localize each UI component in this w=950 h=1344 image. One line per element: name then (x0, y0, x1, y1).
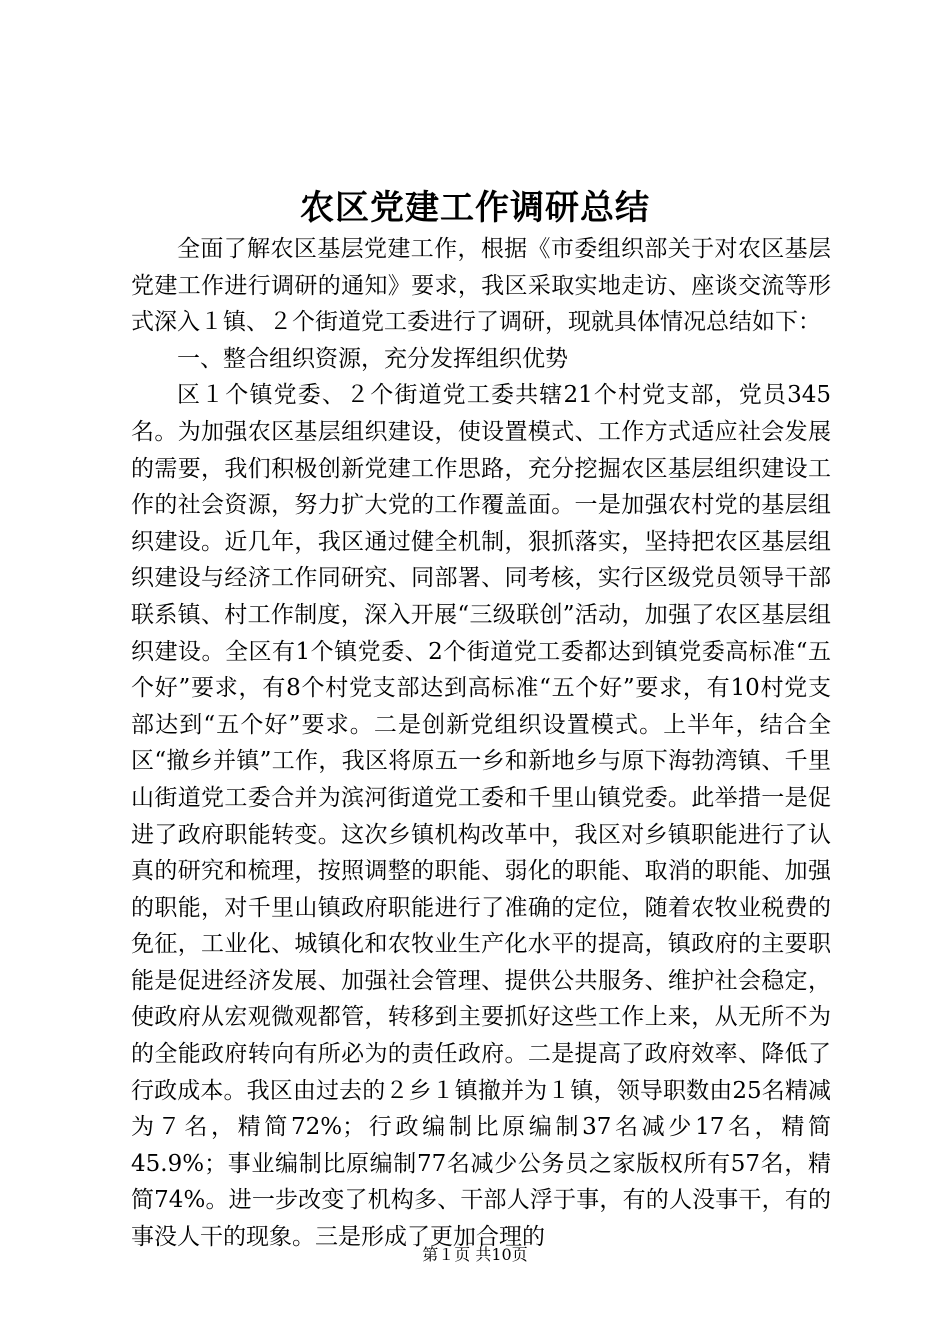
document-title: 农区党建工作调研总结 (300, 188, 650, 228)
section-heading: 一、整合组织资源，充分发挥组织优势 (177, 345, 568, 372)
intro-paragraph: 全面了解农区基层党建工作，根据《市委组织部关于对农区基层党建工作进行调研的通知》要求，我区采取实地走访、座谈交流等形式深入１镇、２个街道党工委进行了调研，现就具体情况总结如下： (131, 236, 831, 336)
body-paragraph: 区１个镇党委、２个街道党工委共辖21个村党支部，党员345名。为加强农区基层组织建设，使设置模式、工作方式适应社会发展的需要，我们积极创新党建工作思路，充分挖掘农区基层组织建设工作的社会资源，努力扩大党的工作覆盖面。一是加强农村党的基层组织建设。近几年，我区通过健全机制，狠抓落实，坚持把农区基层组织建设与经济工作同研究、同部署、同考核，实行区级党员领导干部联系镇、村工作制度，深入开展“三级联创”活动，加强了农区基层组织建设。全区有1个镇党委、2个街道党工委都达到镇党委高标准“五个好”要求，有8个村党支部达到高标准“五个好”要求，有10村党支部达到“五个好”要求。二是创新党组织设置模式。上半年，结合全区“撤乡并镇”工作，我区将原五一乡和新地乡与原下海勃湾镇、千里山街道党工委合并为滨河街道党工委和千里山镇党委。此举措一是促进了政府职能转变。这次乡镇机构改革中，我区对乡镇职能进行了认真的研究和梳理，按照调整的职能、弱化的职能、取消的职能、加强的职能，对千里山镇政府职能进行了准确的定位，随着农牧业税费的免征，工业化、城镇化和农牧业生产化水平的提高，镇政府的主要职能是促进经济发展、加强社会管理、提供公共服务、维护社会稳定，使政府从宏观微观都管，转移到主要抓好这些工作上来，从无所不为的全能政府转向有所必为的责任政府。二是提高了政府效率、降低了行政成本。我区由过去的２乡１镇撤并为１镇，领导职数由25名精减为７名，精简72%；行政编制比原编制37名减少17名，精简45.9%；事业编制比原编制77名减少公务员之家版权所有57名，精简74%。进一步改变了机构多、干部人浮于事，有的人没事干，有的事没人干的现象。三是形成了更加合理的 (131, 382, 831, 1251)
document-body (131, 231, 831, 1256)
page-number: 第１页 共10页 (422, 1245, 528, 1264)
